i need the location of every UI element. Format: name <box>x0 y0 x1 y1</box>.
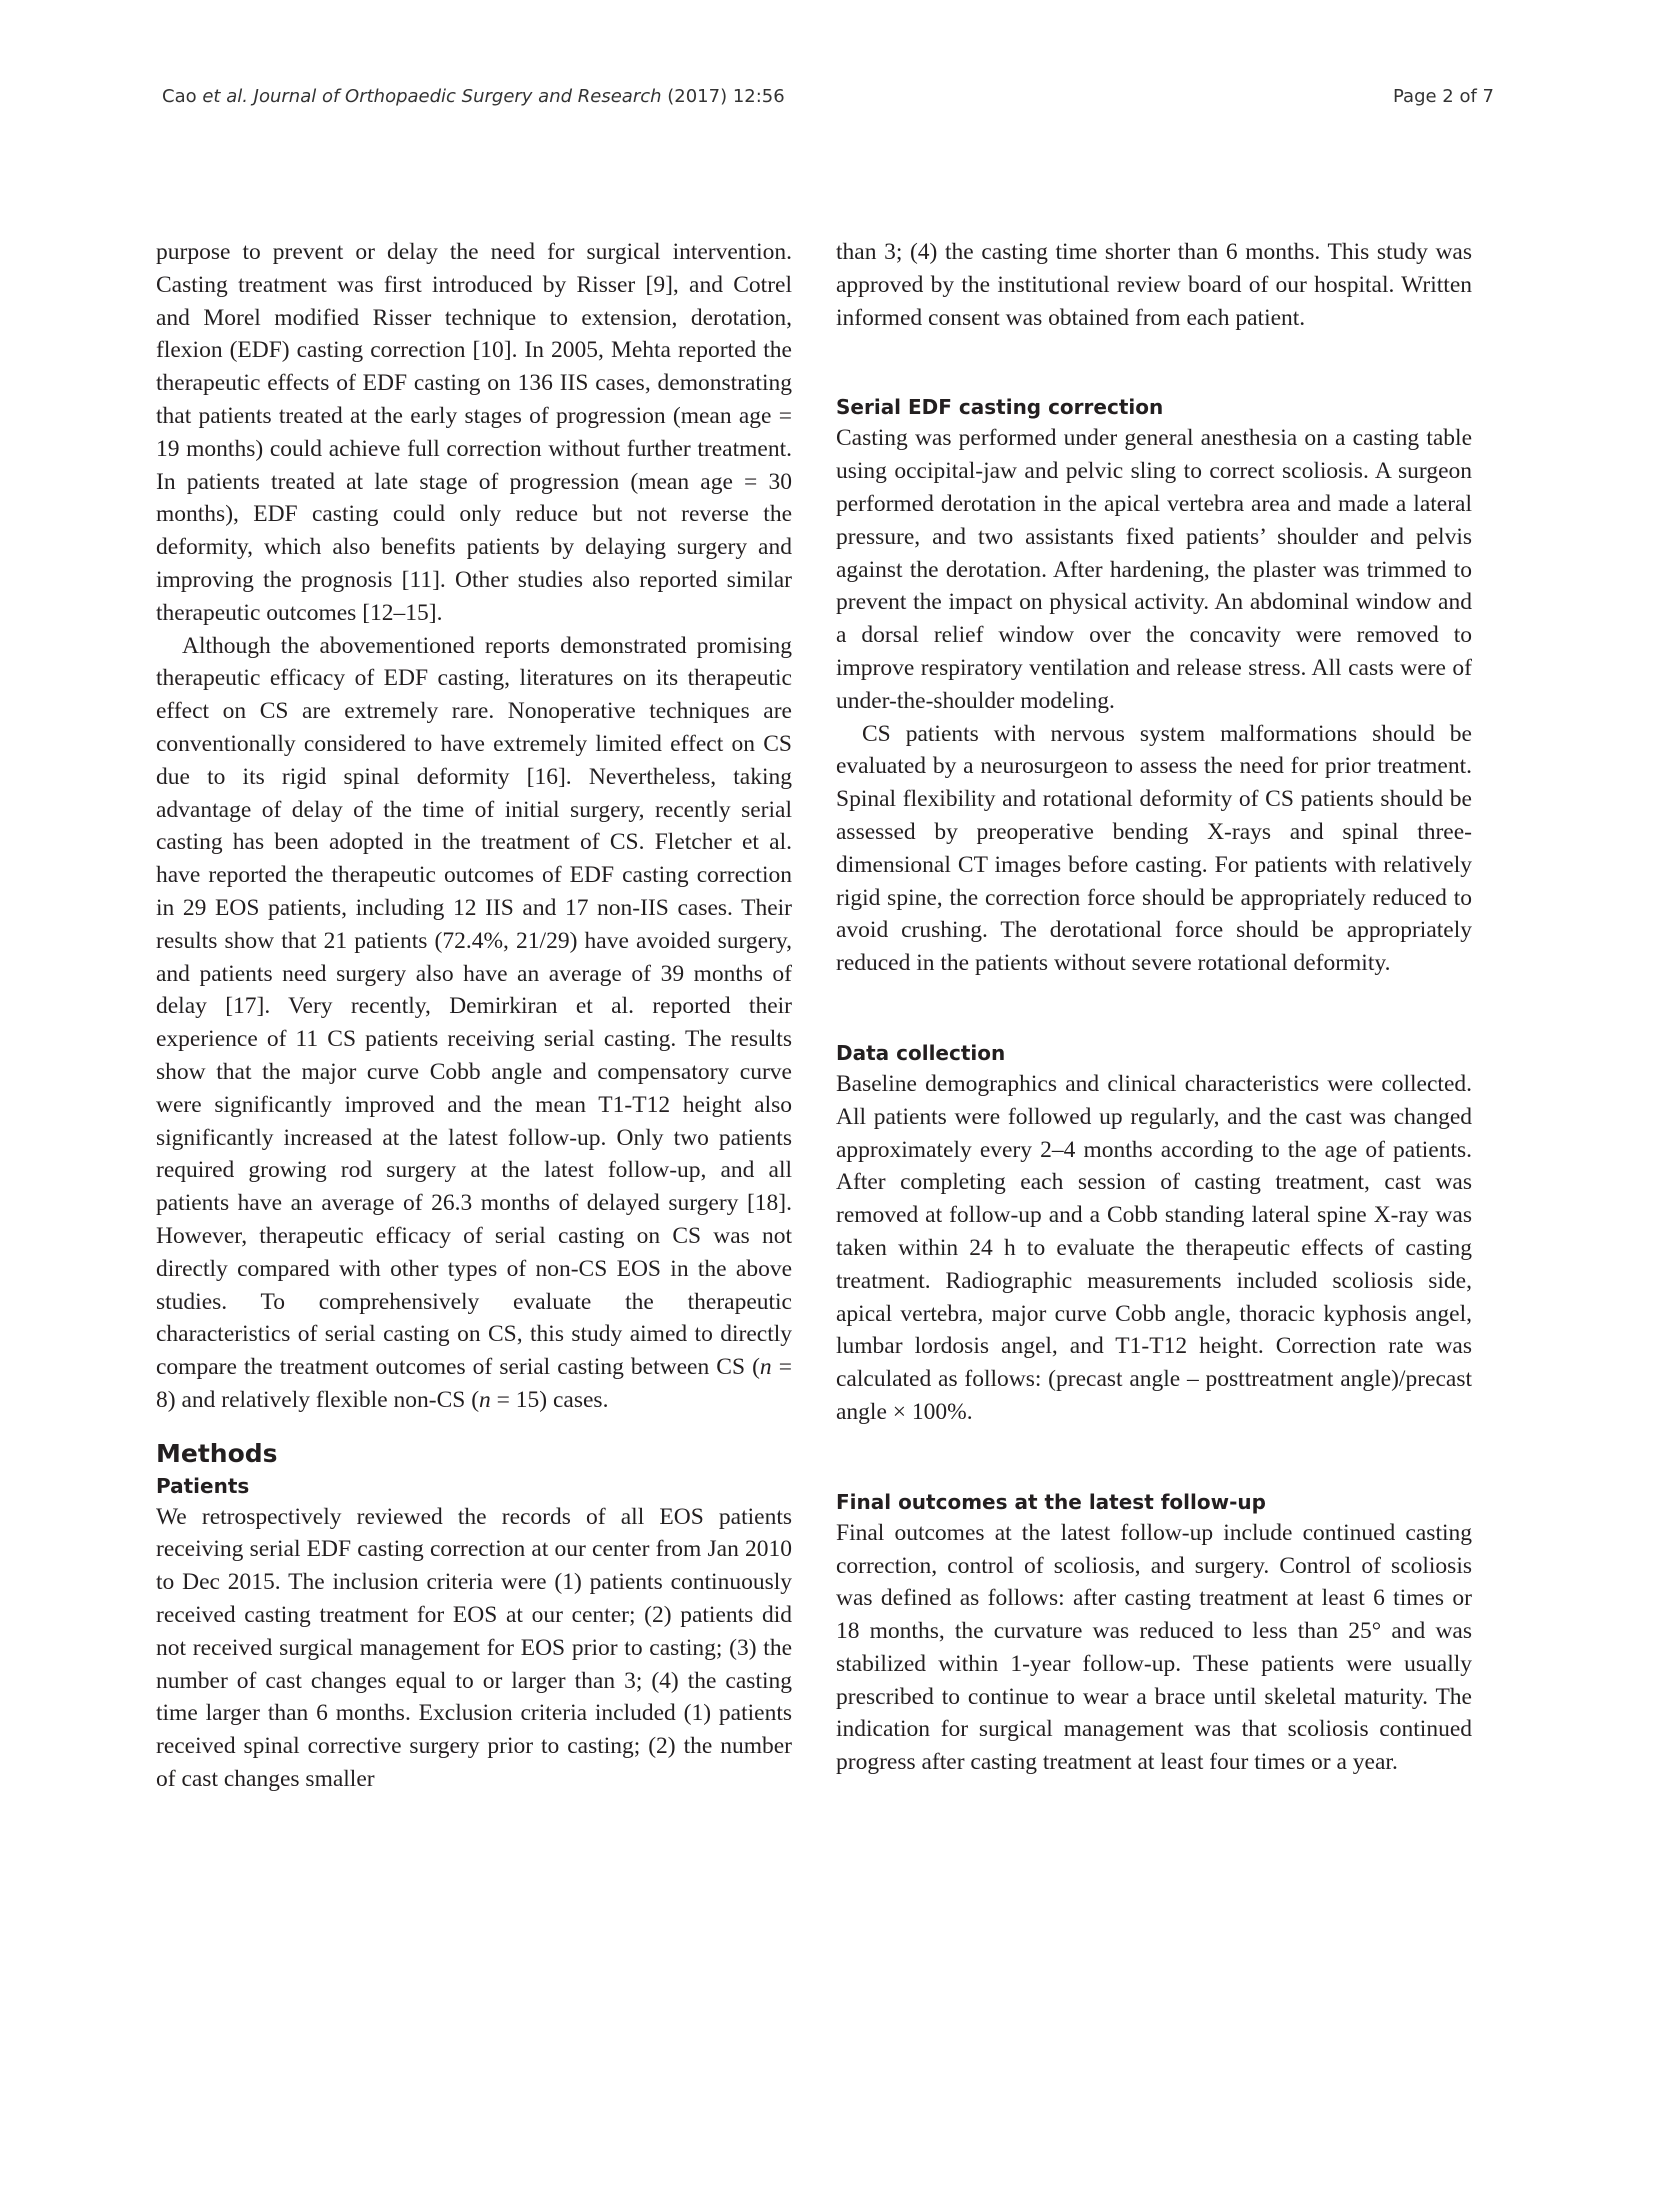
intro-paragraph-2-text-c: = 15) cases. <box>490 1386 609 1413</box>
intro-paragraph-2-text-a: Although the abovementioned reports demonstrated promising therapeutic efficacy of EDF casting, literatures on its therapeutic effect on CS are extremely rare. Nonoperative techniques are conventionally considered to have extremely limited effect on CS due to its rigid spinal deformity [16]. Nevertheless, taking advantage of delay of the time of initial surgery, recently serial casting has been adopted in the treatment of CS. Fletcher et al. have reported the therapeutic outcomes of EDF casting correction in 29 EOS patients, including 12 IIS and 17 non-IIS cases. Their results show that 21 patients (72.4%, 21/29) have avoided surgery, and patients need surgery also have an average of 39 months of delay [17]. Very recently, Demirkiran et al. reported their experience of 11 CS patients receiving serial casting. The results show that the major curve Cobb angle and compensatory curve were significantly improved and the mean T1-T12 height also significantly increased at the latest follow-up. Only two patients required growing rod surgery at the latest follow-up, and all patients have an average of 26.3 months of delayed surgery [18]. However, therapeutic efficacy of serial casting on CS was not directly compared with other types of non-CS EOS in the above studies. To comprehensively evaluate the therapeutic characteristics of serial casting on CS, this study aimed to directly compare the treatment outcomes of serial casting between CS ( <box>156 632 792 1381</box>
serial-casting-paragraph-1: Casting was performed under general anesthesia on a casting table using occipital-jaw and pelvic sling to correct scoliosis. A surgeon performed derotation in the apical vertebra area and made a lateral pressure, and two assistants fixed patients’ shoulder and pelvis against the derotation. After hardening, the plaster was trimmed to prevent the impact on physical activity. An abdominal window and a dorsal relief window over the concavity were removed to improve respiratory ventilation and release stress. All casts were of under-the-shoulder modeling. <box>836 425 1472 714</box>
page-number: Page 2 of 7 <box>1393 86 1494 107</box>
intro-paragraph-1: purpose to prevent or delay the need for surgical intervention. Casting treatment was first introduced by Risser [9], and Cotrel and Morel modified Risser technique to extension, derotation, flexion (EDF) casting correction [10]. In 2005, Mehta reported the therapeutic effects of EDF casting on 136 IIS cases, demonstrating that patients treated at the early stages of progression (mean age = 19 months) could achieve full correction without further treatment. In patients treated at late stage of progression (mean age = 30 months), EDF casting could only reduce but not reverse the deformity, which also benefits patients by delaying surgery and improving the prognosis [11]. Other studies also reported similar therapeutic outcomes [12–15]. <box>156 239 792 626</box>
final-outcomes-heading: Final outcomes at the latest follow-up <box>836 1489 1266 1514</box>
left-column <box>156 236 792 1796</box>
intro-paragraph-2-text-b: = 8) and relatively flexible non-CS ( <box>156 1354 792 1413</box>
serial-casting-heading: Serial EDF casting correction <box>836 395 1164 420</box>
patients-paragraph: We retrospectively reviewed the records of all EOS patients receiving serial EDF casting correction at our center from Jan 2010 to Dec 2015. The inclusion criteria were (1) patients continuously received casting treatment for EOS at our center; (2) patients did not received surgical management for EOS prior to casting; (3) the number of cast changes equal to or larger than 3; (4) the casting time larger than 6 months. Exclusion criteria included (1) patients received spinal corrective surgery prior to casting; (2) the number of cast changes smaller <box>156 1503 792 1793</box>
sample-size-symbol-cs: n <box>759 1354 772 1381</box>
data-collection-paragraph: Baseline demographics and clinical characteristics were collected. All patients were followed up regularly, and the cast was changed approximately every 2–4 months according to the age of patients. After completing each session of casting treatment, cast was removed at follow-up and a Cobb standing lateral spine X-ray was taken within 24 h to evaluate the therapeutic effects of casting treatment. Radiographic measurements included scoliosis side, apical vertebra, major curve Cobb angle, thoracic kyphosis angel, lumbar lordosis angel, and T1-T12 height. Correction rate was calculated as follows: (precast angle – posttreatment angle)/precast angle × 100%. <box>836 1070 1472 1425</box>
right-column <box>836 236 1472 1779</box>
methods-heading: Methods <box>156 1438 278 1468</box>
citation-journal: et al. Journal of Orthopaedic Surgery and Research <box>202 86 662 107</box>
intro-paragraph-2 <box>156 630 792 1417</box>
sample-size-symbol-noncs: n <box>479 1386 491 1413</box>
journal-citation <box>162 86 785 107</box>
final-outcomes-paragraph: Final outcomes at the latest follow-up include continued casting correction, control of scoliosis, and surgery. Control of scoliosis was defined as follows: after casting treatment at least 6 times or 18 months, the curvature was reduced to less than 25° and was stabilized within 1-year follow-up. These patients were usually prescribed to continue to wear a brace until skeletal maturity. The indication for surgical management was that scoliosis continued progress after casting treatment at least four times or a year. <box>836 1519 1472 1776</box>
serial-casting-paragraph-2: CS patients with nervous system malformations should be evaluated by a neurosurgeon to assess the need for prior treatment. Spinal flexibility and rotational deformity of CS patients should be assessed by preoperative bending X-rays and spinal three-dimensional CT images before casting. For patients with relatively rigid spine, the correction force should be appropriately reduced to avoid crushing. The derotational force should be appropriately reduced in the patients without severe rotational deformity. <box>836 720 1472 977</box>
continuation-paragraph: than 3; (4) the casting time shorter than 6 months. This study was approved by the institutional review board of our hospital. Written informed consent was obtained from each patient. <box>836 239 1472 331</box>
running-header <box>162 86 1494 120</box>
data-collection-heading: Data collection <box>836 1040 1006 1065</box>
patients-heading: Patients <box>156 1473 250 1498</box>
citation-authors: Cao <box>162 86 203 107</box>
citation-year-volume: (2017) 12:56 <box>661 86 785 107</box>
